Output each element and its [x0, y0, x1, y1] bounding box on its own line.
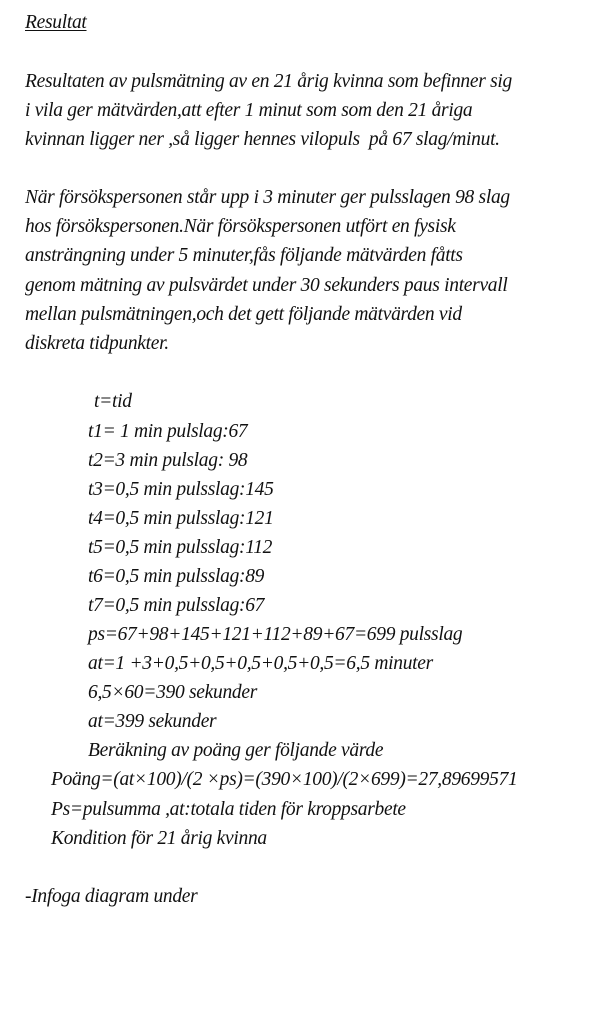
- insert-diagram-note: -Infoga diagram under: [25, 886, 198, 907]
- calculation-line: 6,5×60=390 sekunder: [88, 682, 258, 703]
- paragraph-line: mellan pulsmätningen,och det gett följande mätvärden vid: [25, 304, 462, 325]
- paragraph-line: När försökspersonen står upp i 3 minuter ger pulsslagen 98 slag: [25, 187, 510, 208]
- paragraph-line: genom mätning av pulsvärdet under 30 sekunders paus intervall: [25, 275, 508, 296]
- paragraph-line: diskreta tidpunkter.: [25, 333, 169, 354]
- measurement-item: t5=0,5 min pulsslag:112: [88, 537, 273, 558]
- calculation-line: Beräkning av poäng ger följande värde: [88, 740, 384, 761]
- condition-label: Kondition för 21 årig kvinna: [51, 828, 267, 849]
- calculation-line: at=399 sekunder: [88, 711, 217, 732]
- measurement-item: t1= 1 min pulslag:67: [88, 421, 248, 442]
- measurement-item: t6=0,5 min pulsslag:89: [88, 566, 265, 587]
- paragraph-line: ansträngning under 5 minuter,fås följande mätvärden fåtts: [25, 245, 463, 266]
- measurement-item: t3=0,5 min pulsslag:145: [88, 479, 274, 500]
- score-formula: Poäng=(at×100)/(2 ×ps)=(390×100)/(2×699)=27,89699571: [51, 769, 518, 790]
- paragraph-line: hos försökspersonen.När försökspersonen utfört en fysisk: [25, 216, 456, 237]
- paragraph-line: kvinnan ligger ner ,så ligger hennes vilopuls på 67 slag/minut.: [25, 129, 500, 150]
- paragraph-line: Resultaten av pulsmätning av en 21 årig kvinna som befinner sig: [25, 71, 512, 92]
- measurement-item: t7=0,5 min pulsslag:67: [88, 595, 265, 616]
- calculation-line: ps=67+98+145+121+112+89+67=699 pulsslag: [88, 624, 463, 645]
- calculation-line: at=1 +3+0,5+0,5+0,5+0,5+0,5=6,5 minuter: [88, 653, 433, 674]
- formula-legend: Ps=pulsumma ,at:totala tiden för kroppsarbete: [51, 799, 406, 820]
- measurement-item: t4=0,5 min pulsslag:121: [88, 508, 274, 529]
- document-title: Resultat: [25, 12, 87, 33]
- measurement-legend: t=tid: [94, 391, 132, 412]
- measurement-item: t2=3 min pulslag: 98: [88, 450, 248, 471]
- paragraph-line: i vila ger mätvärden,att efter 1 minut som som den 21 åriga: [25, 100, 473, 121]
